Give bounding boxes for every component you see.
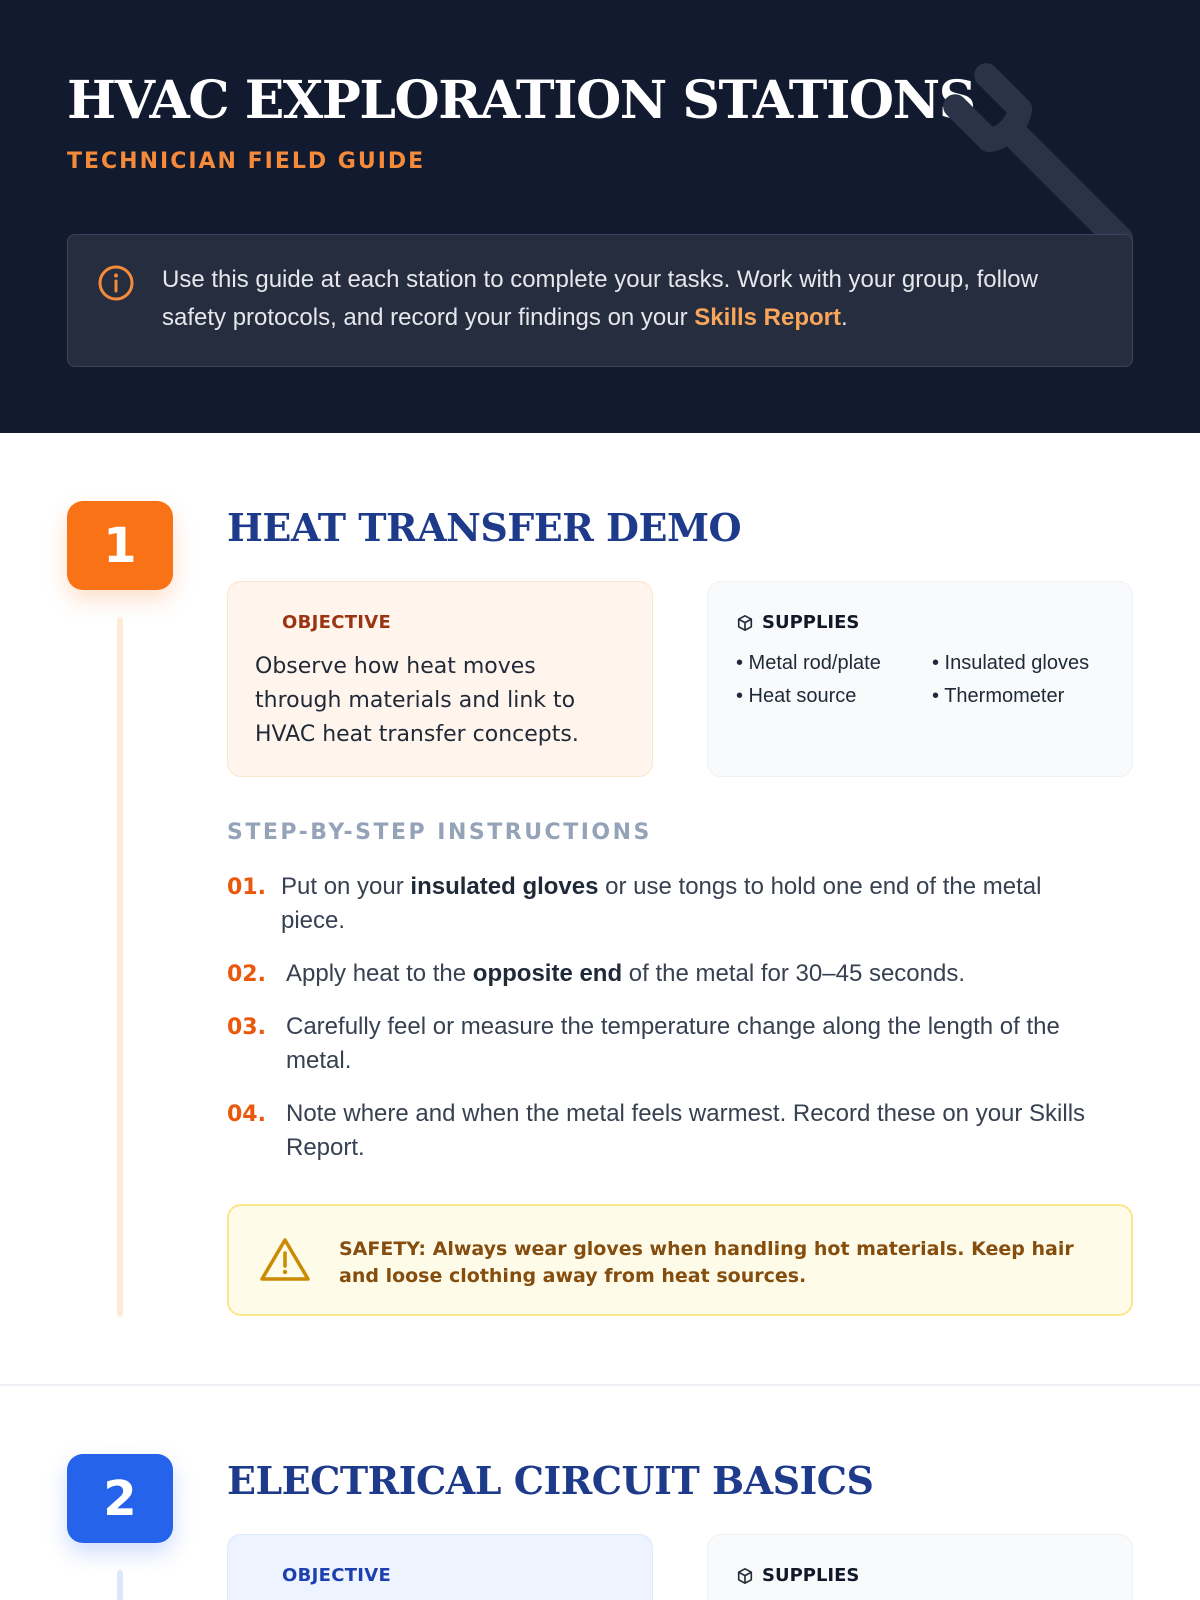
station-1-title: HEAT TRANSFER DEMO	[227, 505, 742, 550]
step-text-part: Carefully feel or measure the temperature change along the length of the metal.	[286, 1013, 1060, 1074]
steps-heading: STEP-BY-STEP INSTRUCTIONS	[227, 820, 652, 845]
step-text-part: Note where and when the metal feels warmest. Record these on your Skills Report.	[286, 1100, 1086, 1161]
step-text-part: Put on your	[281, 873, 411, 900]
step-text-part: or use tongs to hold one end of the metal piece.	[281, 873, 1042, 934]
station-1-badge: 1	[67, 501, 173, 590]
step-text	[286, 957, 1116, 991]
intro-callout	[67, 234, 1133, 367]
step-number: 03.	[227, 1015, 266, 1040]
station-2-supplies-card	[707, 1534, 1133, 1600]
step-text	[286, 1097, 1116, 1165]
intro-text	[162, 261, 1102, 337]
page-header	[0, 0, 1200, 433]
intro-text-main: Use this guide at each station to complete your tasks. Work with your group, follow safety protocols, and record your findings on your	[162, 266, 1038, 331]
supplies-label: SUPPLIES	[762, 1565, 860, 1586]
step-text-bold: opposite end	[472, 960, 623, 987]
step-text-part: Apply heat to the	[286, 960, 473, 987]
step-number: 04.	[227, 1102, 266, 1127]
objective-label: OBJECTIVE	[282, 612, 392, 633]
station-2-badge: 2	[67, 1454, 173, 1543]
station-1-supplies-card	[707, 581, 1133, 777]
objective-text: Observe how heat moves through materials and link to HVAC heat transfer concepts.	[255, 654, 579, 747]
supplies-label: SUPPLIES	[762, 612, 860, 633]
station-1-rail	[117, 617, 123, 1317]
step-text	[281, 870, 1111, 938]
step-number: 02.	[227, 962, 266, 987]
warning-icon	[259, 1236, 311, 1282]
info-icon	[96, 263, 136, 303]
intro-text-end: .	[841, 304, 848, 331]
skills-report-highlight: Skills Report	[694, 304, 842, 331]
safety-text: SAFETY: Always wear gloves when handling hot materials. Keep hair and loose clothing away from heat sources.	[339, 1238, 1074, 1287]
supply-item: • Metal rod/plate	[736, 652, 881, 674]
step-text-bold: insulated gloves	[410, 873, 599, 900]
supply-item: • Heat source	[736, 685, 857, 707]
step-text	[286, 1010, 1116, 1078]
station-2-title: ELECTRICAL CIRCUIT BASICS	[227, 1458, 874, 1503]
safety-callout	[227, 1204, 1133, 1316]
page-title: HVAC EXPLORATION STATIONS	[67, 70, 975, 131]
step-text-part: of the metal for 30–45 seconds.	[622, 960, 966, 987]
objective-label: OBJECTIVE	[282, 1565, 392, 1586]
station-2-objective-card	[227, 1534, 653, 1600]
supply-item: • Insulated gloves	[932, 652, 1090, 674]
box-icon	[736, 1567, 754, 1585]
page-subtitle: TECHNICIAN FIELD GUIDE	[67, 149, 426, 174]
step-number: 01.	[227, 875, 266, 900]
box-icon	[736, 614, 754, 632]
section-divider	[0, 1384, 1200, 1386]
station-1-objective-card	[227, 581, 653, 777]
station-2-rail	[117, 1570, 123, 1600]
supply-item: • Thermometer	[932, 685, 1065, 707]
